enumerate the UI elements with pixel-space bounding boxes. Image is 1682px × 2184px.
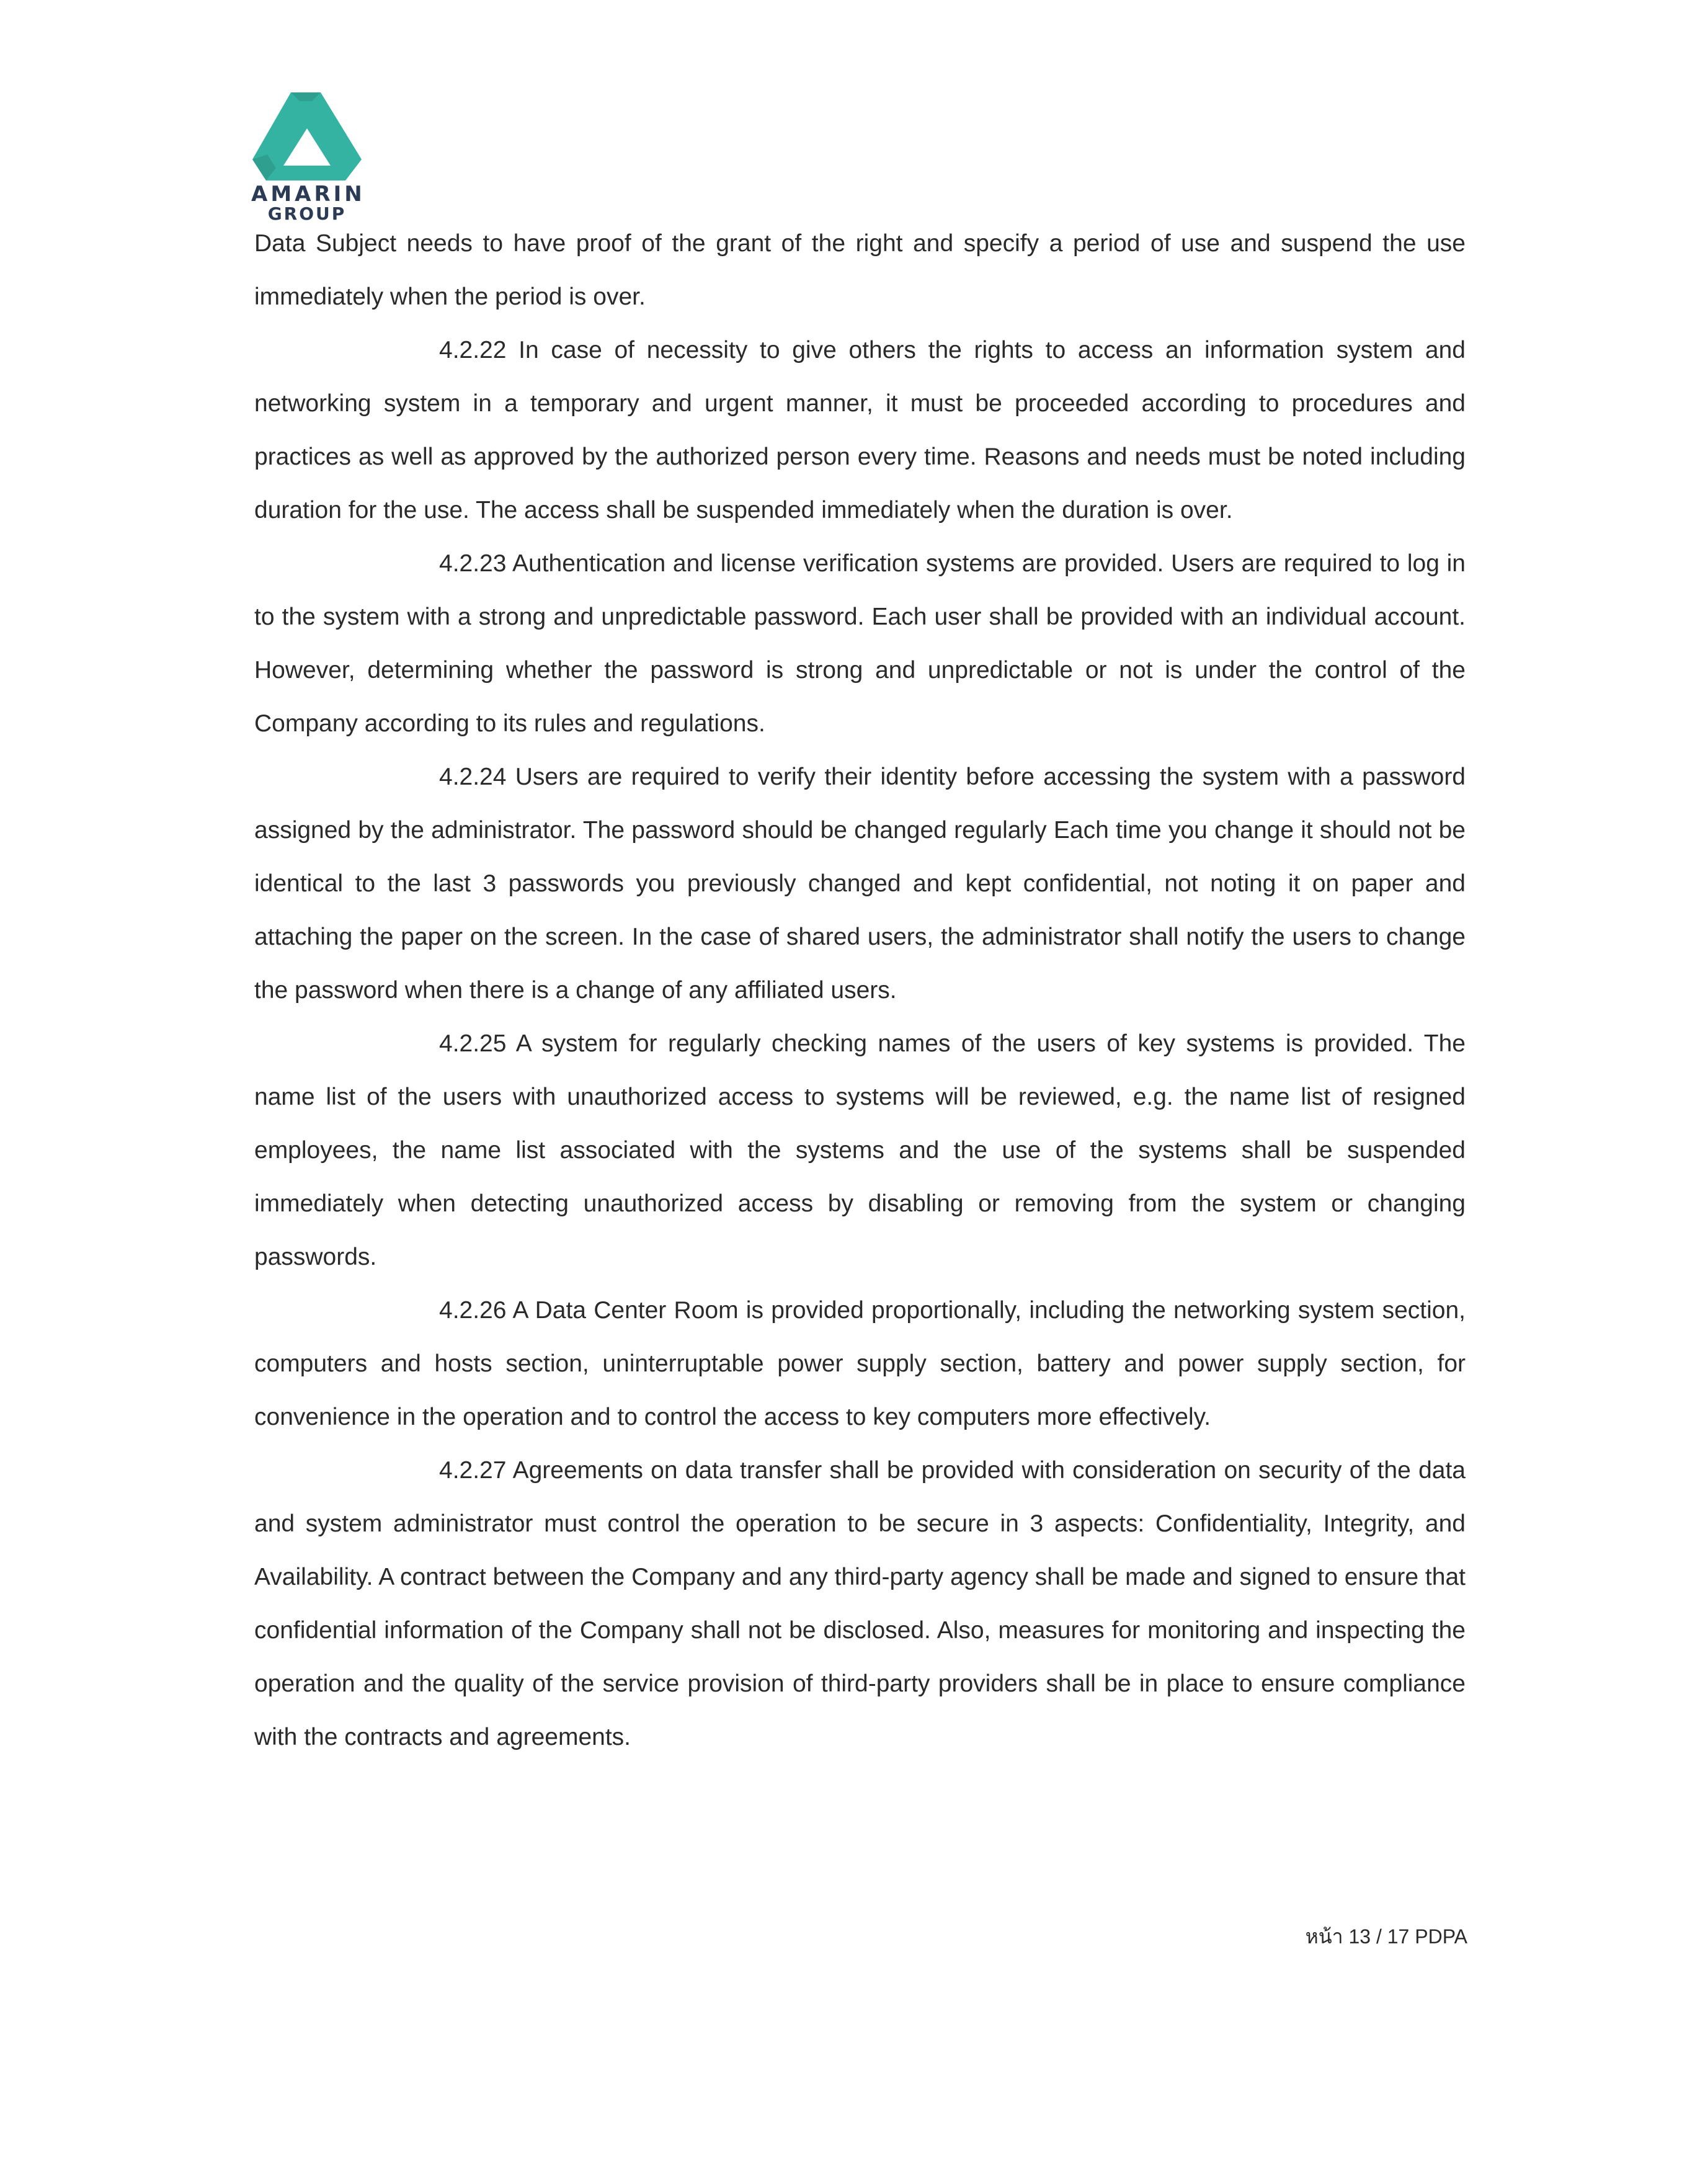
- amarin-logo-mark: [251, 90, 363, 183]
- paragraph-4-2-22: 4.2.22 In case of necessity to give others the rights to access an information system and networking system in a temporary and urgent manner, it must be proceeded according to procedures and practices as well as approved by the authorized person every time. Reasons and needs must be noted including duration for the use. The access shall be suspended immediately when the duration is over.: [254, 337, 1466, 524]
- paragraph-4-2-25: 4.2.25 A system for regularly checking names of the users of key systems is provided. The name list of the users with unauthorized access to systems will be reviewed, e.g. the name list of resigned employees, the name list associated with the systems and the use of the systems shall be suspended immediately when detecting unauthorized access by disabling or removing from the system or changing passwords.: [254, 1030, 1466, 1270]
- paragraph-4-2-23: 4.2.23 Authentication and license verification systems are provided. Users are required to log in to the system with a strong and unpredictable password. Each user shall be provided with an individual account. However, determining whether the password is strong and unpredictable or not is under the control of the Company according to its rules and regulations.: [254, 550, 1466, 737]
- paragraph-4-2-27: 4.2.27 Agreements on data transfer shall be provided with consideration on security of the data and system administrator must control the operation to be secure in 3 aspects: Confidentiality, Integrity, and Availability. A contract between the Company and any third-party agency shall be made and signed to ensure that confidential information of the Company shall not be disclosed. Also, measures for monitoring and inspecting the operation and the quality of the service provision of third-party providers shall be in place to ensure compliance with the contracts and agreements.: [254, 1457, 1466, 1750]
- logo-wordmark-amarin: AMARIN: [251, 182, 365, 207]
- paragraph-continuation: Data Subject needs to have proof of the grant of the right and specify a period of use and suspend the use immediately when the period is over.: [254, 230, 1466, 310]
- logo-wordmark-group: GROUP: [267, 203, 347, 224]
- paragraph-4-2-24: 4.2.24 Users are required to verify their identity before accessing the system with a password assigned by the administrator. The password should be changed regularly Each time you change it should not be identical to the last 3 passwords you previously changed and kept confidential, not noting it on paper and attaching the paper on the screen. In the case of shared users, the administrator shall notify the users to change the password when there is a change of any affiliated users.: [254, 764, 1466, 1004]
- paragraph-4-2-26: 4.2.26 A Data Center Room is provided proportionally, including the networking system section, computers and hosts section, uninterruptable power supply section, battery and power supply section, for convenience in the operation and to control the access to key computers more effectively.: [254, 1297, 1466, 1430]
- page-number-footer: หน้า 13 / 17 PDPA: [1305, 1925, 1467, 1948]
- company-logo: [251, 90, 363, 223]
- document-body: [254, 217, 1466, 1764]
